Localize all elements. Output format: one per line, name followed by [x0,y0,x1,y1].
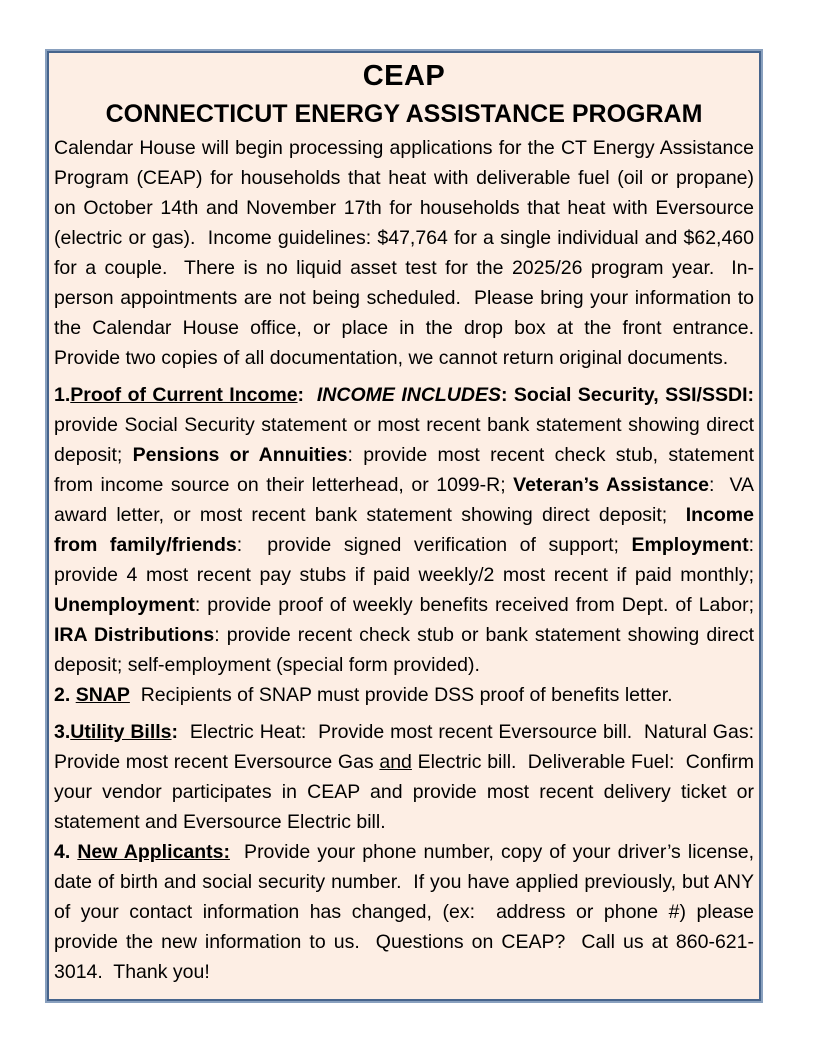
text-run: : VA award letter, or most recent bank statement showing direct deposit; [54,474,760,526]
text-run: provide Social Security statement or most recent bank statement showing direct deposit; [54,414,760,466]
text-run: 3. [54,721,71,743]
text-run: : [297,384,317,406]
document-subtitle: CONNECTICUT ENERGY ASSISTANCE PROGRAM [105,100,703,128]
text-run: Provide your phone number, copy of your driver’s license, date of birth and social security number. If you have applied previously, but ANY of your contact information has changed, (ex: address or phone #) please provide the new information to us. Questions on CEAP? Call us at 860-621-3014. Thank you! [54,841,760,983]
text-run: IRA Distributions [54,624,215,646]
item-3-utility-bills [54,717,760,837]
ceap-notice-box [47,51,765,1001]
body-paragraphs [54,133,765,987]
document-title: CEAP [362,60,446,92]
text-run: 1. [54,384,71,406]
text-run: Recipients of SNAP must provide DSS proof of benefits letter. [129,684,673,706]
item-1-proof-of-current-income [54,380,760,680]
text-run: : provide recent check stub or bank statement showing direct deposit; self-employment (special form provided). [54,624,760,676]
text-run: Electric bill. Deliverable Fuel: Confirm your vendor participates in CEAP and provide most recent delivery ticket or statement and Eversource Electric bill. [54,751,760,833]
text-run: Pensions or Annuities [132,444,348,466]
text-run: Income from family/friends [54,504,760,556]
text-run: 2. [54,684,76,706]
text-run: Electric Heat: Provide most recent Eversource bill. Natural Gas: Provide most recent Eversource Gas [54,721,760,773]
text-run: Calendar House will begin processing applications for the CT Energy Assistance Program (CEAP) for households that heat with deliverable fuel (oil or propane) on October 14th and November 17th for households that heat with Eversource (electric or gas). Income guidelines: $47,764 for a single individual and $62,460 for a couple. There is no liquid asset test for the 2025/26 program year. In-person appointments are not being scheduled. Please bring your information to the Calendar House office, or place in the drop box at the front entrance. Provide two copies of all documentation, we cannot return original documents. [54,137,765,369]
text-run: INCOME INCLUDES [316,384,501,406]
text-run: : [171,721,179,743]
text-run: : provide signed verification of support; [236,534,632,556]
intro-paragraph [54,133,765,373]
text-run: Utility Bills [70,721,172,743]
text-run: Unemployment [54,594,195,616]
text-run: 4. [54,841,78,863]
text-run: Veteran’s Assistance [513,474,709,496]
text-run: : Social Security, SSI/SSDI: [501,384,760,406]
item-2-snap [54,680,754,710]
text-run: and [379,751,412,773]
text-run: Proof of Current Income [70,384,298,406]
text-run: : provide proof of weekly benefits received from Dept. of Labor; [194,594,760,616]
text-run: New Applicants: [77,841,230,863]
text-run: : provide 4 most recent pay stubs if paid weekly/2 most recent if paid monthly; [54,534,760,586]
item-4-new-applicants [54,837,760,987]
text-run: SNAP [75,684,130,706]
text-run: : provide most recent check stub, statement from income source on their letterhead, or 1099-R; [54,444,760,496]
text-run: Employment [631,534,749,556]
